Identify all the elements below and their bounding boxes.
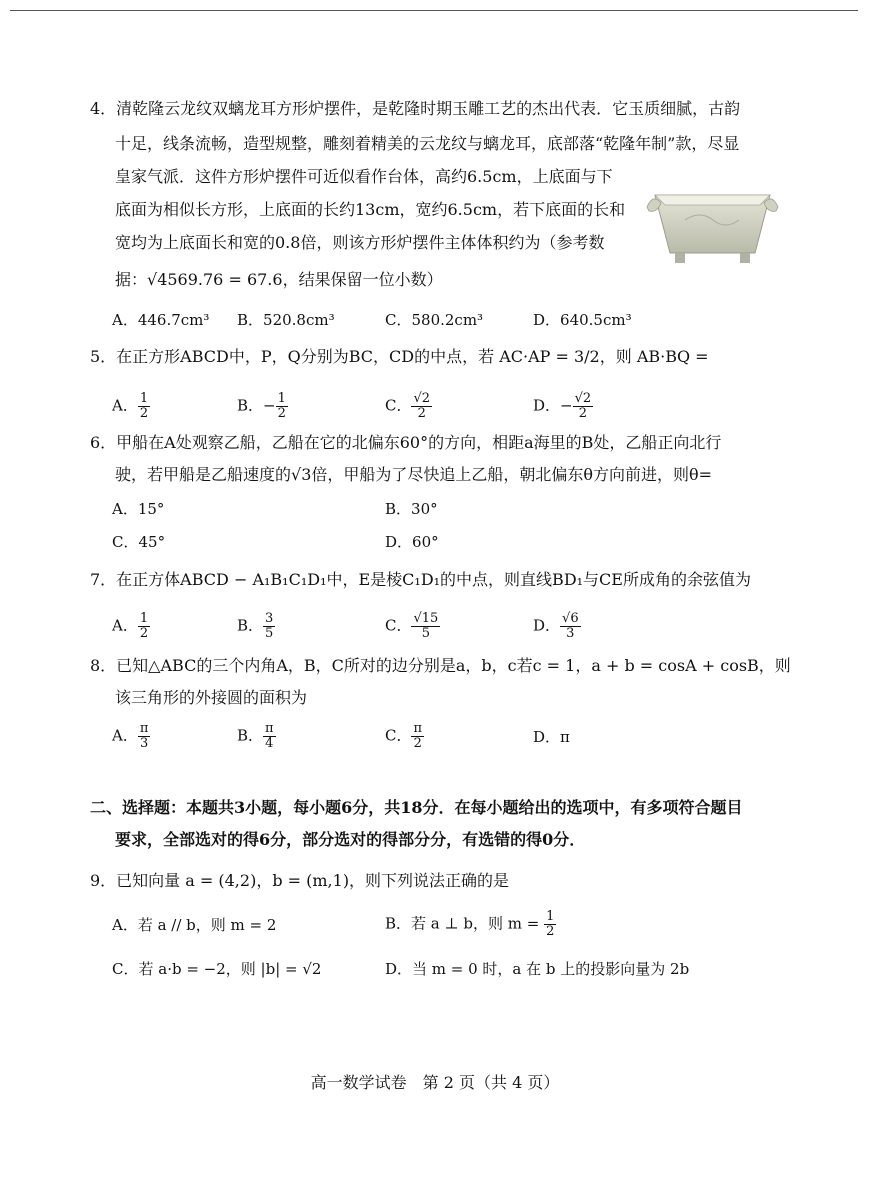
q6-line-2: 驶，若甲船是乙船速度的√3倍，甲船为了尽快追上乙船，朝北偏东θ方向前进，则θ= — [115, 465, 713, 484]
jade-censer-image — [645, 175, 780, 265]
q8-option-b: B． $\frac{\pi}{4}$ — [237, 721, 274, 751]
q6-line-1: 6．甲船在A处观察乙船，乙船在它的北偏东60°的方向，相距a海里的B处，乙船正向北行 — [90, 433, 722, 452]
q8-line-2: 该三角形的外接圆的面积为 — [115, 688, 308, 707]
q5-stem: 5．在正方形ABCD中，P，Q分别为BC，CD的中点，若 AC·AP = 3/2，则 AB·BQ = — [90, 347, 709, 366]
q4-line-2: 十足，线条流畅，造型规整，雕刻着精美的云龙纹与螭龙耳，底部落“乾隆年制”款，尽显 — [115, 134, 740, 153]
q5-option-c: C． $\frac{√2}{2}$ — [385, 391, 431, 421]
q8-line-1: 8．已知△ABC的三个内角A，B，C所对的边分别是a，b，c若c = 1，a + b = cosA + cosB，则 — [90, 656, 791, 675]
q4-line-1: 4．清乾隆云龙纹双螭龙耳方形炉摆件，是乾隆时期玉雕工艺的杰出代表．它玉质细腻，古韵 — [90, 99, 741, 118]
q9-stem: 9．已知向量 a = (4,2)，b = (m,1)，则下列说法正确的是 — [90, 871, 510, 890]
q4-option-b: B．520.8cm³ — [237, 311, 335, 329]
q6-option-a: A．15° — [112, 500, 165, 518]
q7-option-a: A． $\frac{1}{2}$ — [112, 611, 149, 641]
q6-option-b: B．30° — [385, 500, 438, 518]
q8-option-c: C． $\frac{\pi}{2}$ — [385, 721, 423, 751]
q4-option-a: A．446.7cm³ — [112, 311, 210, 329]
page-footer: 高一数学试卷 第 2 页（共 4 页） — [310, 1073, 560, 1092]
q9-option-d: D．当 m = 0 时，a 在 b 上的投影向量为 2b — [385, 960, 690, 978]
q4-line-3: 皇家气派．这件方形炉摆件可近似看作台体，高约6.5cm，上底面与下 — [115, 167, 613, 186]
q4-line-6: 据：√4569.76 = 67.6，结果保留一位小数） — [115, 270, 443, 289]
q6-option-d: D．60° — [385, 533, 439, 551]
section2-line-1: 二、选择题：本题共3小题，每小题6分，共18分．在每小题给出的选项中，有多项符合题目 — [90, 798, 743, 817]
q9-option-b: B．若 a ⊥ b，则 m = $\frac{1}{2}$ — [385, 909, 555, 939]
q8-option-a: A． $\frac{\pi}{3}$ — [112, 721, 149, 751]
q5-option-b: B．− $\frac{1}{2}$ — [237, 391, 286, 421]
q9-option-a: A．若 a // b，则 m = 2 — [112, 916, 277, 934]
q4-line-4: 底面为相似长方形，上底面的长约13cm，宽约6.5cm，若下底面的长和 — [115, 200, 626, 219]
top-rule — [10, 10, 858, 11]
q7-option-b: B． $\frac{3}{5}$ — [237, 611, 274, 641]
q9-option-c: C．若 a·b = −2，则 |b| = √2 — [112, 960, 322, 978]
q7-option-c: C． $\frac{√15}{5}$ — [385, 611, 439, 641]
q5-option-a: A． $\frac{1}{2}$ — [112, 391, 149, 421]
q7-stem: 7．在正方体ABCD − A₁B₁C₁D₁中，E是棱C₁D₁的中点，则直线BD₁与CE所成角的余弦值为 — [90, 570, 751, 589]
q8-option-d: D．π — [533, 728, 570, 746]
q4-option-d: D．640.5cm³ — [533, 311, 632, 329]
q4-line-5: 宽均为上底面长和宽的0.8倍，则该方形炉摆件主体体积约为（参考数 — [115, 233, 605, 252]
q7-option-d: D． $\frac{√6}{3}$ — [533, 611, 579, 641]
q4-option-c: C．580.2cm³ — [385, 311, 484, 329]
q5-option-d: D．− $\frac{√2}{2}$ — [533, 391, 592, 421]
q6-option-c: C．45° — [112, 533, 166, 551]
section2-line-2: 要求，全部选对的得6分，部分选对的得部分分，有选错的得0分． — [115, 830, 586, 849]
